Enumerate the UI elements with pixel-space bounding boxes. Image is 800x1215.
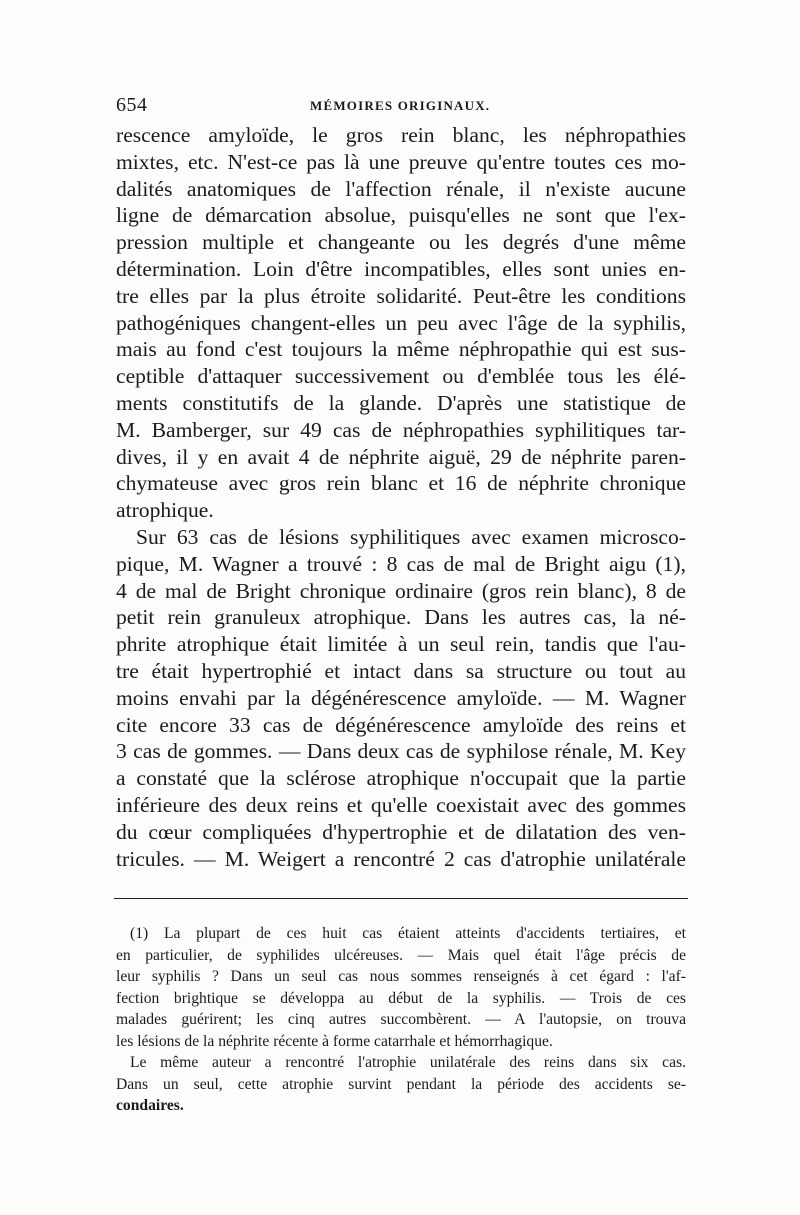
book-page xyxy=(116,94,686,1117)
footnote-line: fection brightique se développa au début de la syphilis. — Trois de ces xyxy=(116,989,686,1007)
footnotes xyxy=(116,923,686,1117)
text-line: du cœur compliquées d'hypertrophie et de dilatation des ven- xyxy=(116,819,686,844)
text-line: petit rein granuleux atrophique. Dans les autres cas, la né- xyxy=(116,605,686,630)
page-number: 654 xyxy=(116,94,148,116)
footnote-divider xyxy=(114,898,688,899)
text-line: pathogéniques changent-elles un peu avec l'âge de la syphilis, xyxy=(116,310,686,335)
text-line: cite encore 33 cas de dégénérescence amyloïde des reins et xyxy=(116,712,686,737)
text-line: pression multiple et changeante ou les degrés d'une même xyxy=(116,230,686,255)
text-line: mixtes, etc. N'est-ce pas là une preuve qu'entre toutes ces mo- xyxy=(116,149,686,174)
text-line: tre elles par la plus étroite solidarité. Peut-être les conditions xyxy=(116,283,686,308)
footnote-line: (1) La plupart de ces huit cas étaient atteints d'accidents tertiaires, et xyxy=(130,925,686,943)
text-line: dives, il y en avait 4 de néphrite aiguë, 29 de néphrite paren- xyxy=(116,444,686,469)
text-line: M. Bamberger, sur 49 cas de néphropathies syphilitiques tar- xyxy=(116,417,686,442)
running-head: MÉMOIRES ORIGINAUX. xyxy=(310,98,491,113)
text-line: mais au fond c'est toujours la même néphropathie qui est sus- xyxy=(116,337,686,362)
text-line: pique, M. Wagner a trouvé : 8 cas de mal de Bright aigu (1), xyxy=(116,551,686,576)
text-line: ments constitutifs de la glande. D'après une statistique de xyxy=(116,390,686,415)
body-text xyxy=(116,122,686,872)
text-line: chymateuse avec gros rein blanc et 16 de néphrite chronique xyxy=(116,471,686,496)
text-line: ceptible d'attaquer successivement ou d'emblée tous les élé- xyxy=(116,364,686,389)
text-line: phrite atrophique était limitée à un seul rein, tandis que l'au- xyxy=(116,632,686,657)
text-line: tricules. — M. Weigert a rencontré 2 cas d'atrophie unilatérale xyxy=(116,846,686,871)
text-line: moins envahi par la dégénérescence amyloïde. — M. Wagner xyxy=(116,685,686,710)
text-line: dalités anatomiques de l'affection rénale, il n'existe aucune xyxy=(116,176,686,201)
text-line: 4 de mal de Bright chronique ordinaire (gros rein blanc), 8 de xyxy=(116,578,686,603)
footnote-line: malades guérirent; les cinq autres succombèrent. — A l'autopsie, on trouva xyxy=(116,1011,686,1029)
text-line: ligne de démarcation absolue, puisqu'elles ne sont que l'ex- xyxy=(116,203,686,228)
page-header xyxy=(116,94,686,118)
text-line: Sur 63 cas de lésions syphilitiques avec examen microsco- xyxy=(136,524,686,549)
footnote-line: les lésions de la néphrite récente à forme catarrhale et hémorrhagique. xyxy=(116,1032,553,1050)
text-line: atrophique. xyxy=(116,498,214,523)
footnote-line: en particulier, de syphilides ulcéreuses. — Mais quel était l'âge précis de xyxy=(116,946,686,964)
text-line: a constaté que la sclérose atrophique n'occupait que la partie xyxy=(116,766,686,791)
text-line: inférieure des deux reins et qu'elle coexistait avec des gommes xyxy=(116,792,686,817)
footnote-line: leur syphilis ? Dans un seul cas nous sommes renseignés à cet égard : l'af- xyxy=(116,968,686,986)
text-line: détermination. Loin d'être incompatibles, elles sont unies en- xyxy=(116,256,686,281)
text-line: rescence amyloïde, le gros rein blanc, les néphropathies xyxy=(116,123,686,147)
text-line: 3 cas de gommes. — Dans deux cas de syphilose rénale, M. Key xyxy=(116,739,686,764)
footnote-line: Dans un seul, cette atrophie survint pendant la période des accidents se- xyxy=(116,1075,686,1093)
footnote-line: Le même auteur a rencontré l'atrophie unilatérale des reins dans six cas. xyxy=(130,1054,686,1072)
footnote-line: condaires. xyxy=(116,1097,184,1115)
text-line: tre était hypertrophié et intact dans sa structure ou tout au xyxy=(116,658,686,683)
